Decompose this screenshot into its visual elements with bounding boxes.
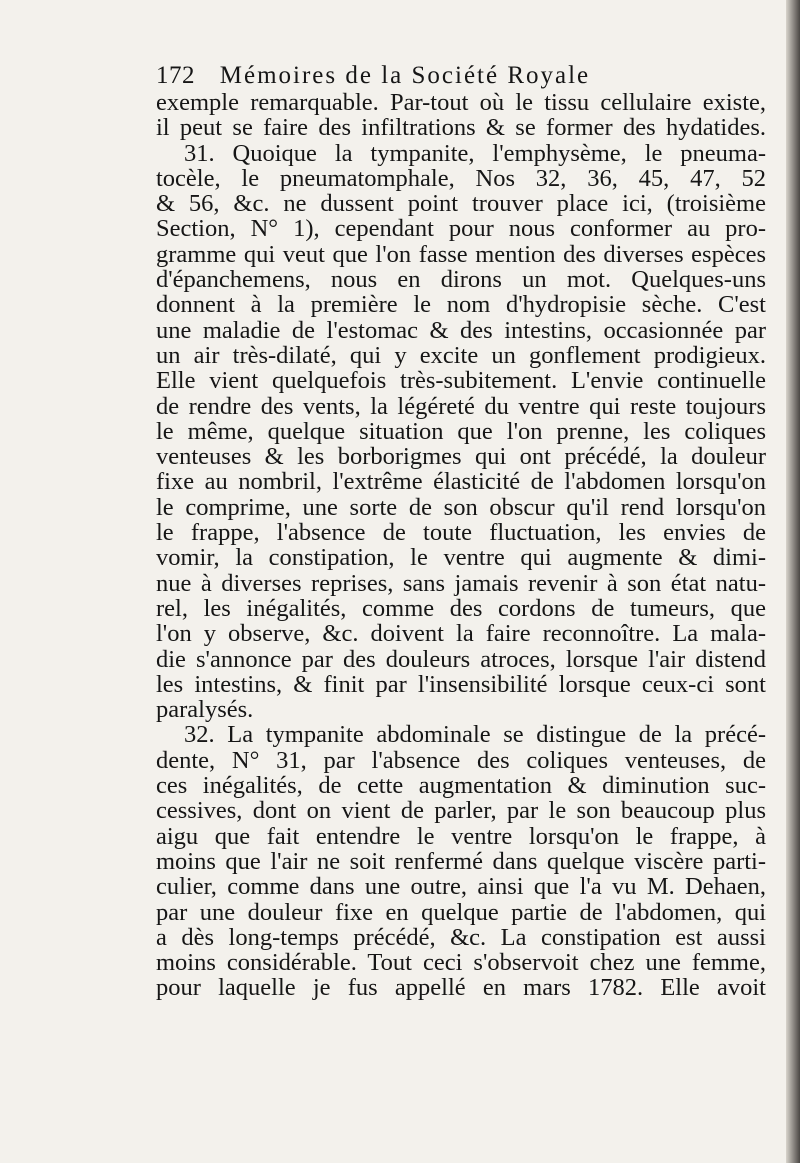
text-line: aigu que fait entendre le ventre lorsqu'on le frappe, à (156, 822, 766, 850)
text-line: 32. La tympanite abdominale se distingue de la précé- (184, 721, 766, 749)
text-line: le frappe, l'absence de toute fluctuation, les envies de (156, 519, 766, 547)
text-line: exemple remarquable. Par-tout où le tissu cellulaire existe, (156, 89, 766, 116)
text-line: vomir, la constipation, le ventre qui augmente & dimi- (156, 544, 766, 572)
text-line: moins considérable. Tout ceci s'observoit chez une femme, (156, 949, 766, 977)
text-line: rel, les inégalités, comme des cordons de tumeurs, que (156, 594, 766, 622)
text-line: les intestins, & finit par l'insensibilité lorsque ceux-ci sont (156, 670, 766, 698)
text-line: paralysés. (156, 696, 254, 724)
text-line: l'on y observe, &c. doivent la faire reconnoître. La mala- (156, 620, 766, 648)
text-line: moins que l'air ne soit renfermé dans quelque viscère parti- (156, 847, 766, 875)
text-line: le même, quelque situation que l'on prenne, les coliques (156, 417, 766, 445)
text-line: une maladie de l'estomac & des intestins, occasionnée par (156, 316, 766, 344)
text-line: culier, comme dans une outre, ainsi que l'a vu M. Dehaen, (156, 873, 766, 901)
text-line: dente, N° 31, par l'absence des coliques venteuses, de (156, 746, 766, 774)
text-line: d'épanchemens, nous en dirons un mot. Quelques-uns (156, 266, 766, 294)
text-line: Section, N° 1), cependant pour nous conformer au pro- (156, 215, 766, 243)
text-line: tocèle, le pneumatomphale, Nos 32, 36, 45, 47, 52 (156, 164, 766, 192)
running-head (156, 62, 766, 90)
text-line: a dès long-temps précédé, &c. La constipation est aussi (156, 923, 766, 951)
text-line: cessives, dont on vient de parler, par le son beaucoup plus (156, 797, 766, 825)
text-line: die s'annonce par des douleurs atroces, lorsque l'air distend (156, 645, 766, 673)
text-line: ces inégalités, de cette augmentation & diminution suc- (156, 772, 766, 800)
text-line: venteuses & les borborigmes qui ont précédé, la douleur (156, 443, 766, 471)
text-line: nue à diverses reprises, sans jamais revenir à son état natu- (156, 569, 766, 597)
page-edge-shadow (786, 0, 800, 1163)
document-page (156, 62, 766, 1001)
text-line: Elle vient quelquefois très-subitement. L'envie continuelle (156, 367, 766, 395)
text-line: pour laquelle je fus appellé en mars 1782. Elle avoit (156, 974, 766, 1002)
text-line: fixe au nombril, l'extrême élasticité de l'abdomen lorsqu'on (156, 468, 766, 496)
text-line: un air très-dilaté, qui y excite un gonflement prodigieux. (156, 341, 766, 369)
text-line: le comprime, une sorte de son obscur qu'il rend lorsqu'on (156, 493, 766, 521)
text-line: par une douleur fixe en quelque partie de l'abdomen, qui (156, 898, 766, 926)
text-line: 31. Quoique la tympanite, l'emphysème, le pneuma- (184, 139, 766, 167)
text-line: donnent à la première le nom d'hydropisie sèche. C'est (156, 291, 766, 319)
header-title: Mémoires de la Société Royale (219, 62, 591, 89)
text-line: & 56, &c. ne dussent point trouver place ici, (troisième (156, 190, 766, 218)
page-number: 172 (156, 62, 195, 89)
text-line: gramme qui veut que l'on fasse mention des diverses espèces (156, 240, 766, 268)
text-line: de rendre des vents, la légéreté du ventre qui reste toujours (156, 392, 766, 420)
text-line: il peut se faire des infiltrations & se former des hydatides. (156, 114, 766, 142)
